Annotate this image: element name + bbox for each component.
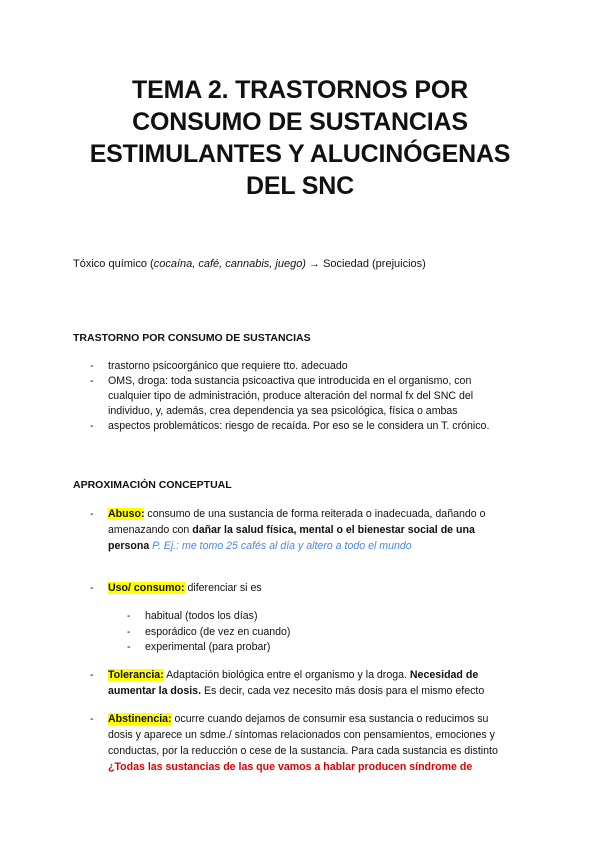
bullet-dash: -: [90, 375, 94, 387]
abuso-example: P. Ej.: me tomo 25 cafés al día y altero a todo el mundo: [149, 540, 412, 552]
list-item-continuation: [90, 404, 489, 419]
section-heading-trastorno: TRASTORNO POR CONSUMO DE SUSTANCIAS: [73, 332, 311, 344]
title-line: CONSUMO DE SUSTANCIAS: [132, 108, 468, 136]
section-heading-aproximacion: APROXIMACIÓN CONCEPTUAL: [73, 479, 232, 491]
abstinencia-label: Abstinencia:: [108, 713, 172, 725]
bullet-dash: -: [90, 669, 94, 681]
intro-paragraph: [73, 257, 426, 272]
intro-suffix: → Sociedad (prejuicios): [305, 258, 426, 270]
abuso-bold: dañar la salud física, mental o el bienestar social de una: [192, 524, 475, 536]
tolerancia-label: Tolerancia:: [108, 669, 164, 681]
bullet-dash: -: [90, 360, 94, 372]
bullet-dash: -: [90, 582, 94, 594]
uso-text: diferenciar si es: [184, 582, 262, 594]
sublist-item: [127, 625, 290, 641]
sublist-item: [127, 609, 290, 625]
tolerancia-text: Es decir, cada vez necesito más dosis para el mismo efecto: [201, 685, 485, 697]
abstinencia-question: ¿Todas las sustancias de las que vamos a hablar producen síndrome de: [108, 761, 473, 773]
tolerancia-text: Adaptación biológica entre el organismo y la droga.: [163, 669, 410, 681]
bullet-dash: -: [127, 610, 131, 622]
abstinencia-text: dosis y aparece un sdme./ síntomas relacionados con pensamientos, emociones y: [108, 729, 495, 741]
abstinencia-item: [90, 711, 498, 775]
list-item: [90, 419, 489, 434]
tolerancia-bold: aumentar la dosis.: [108, 685, 202, 697]
sublist-item-text: experimental (para probar): [145, 641, 271, 653]
list-item-continuation: [90, 389, 489, 404]
title-line: DEL SNC: [246, 172, 354, 200]
abuso-text: consumo de una sustancia de forma reiterada o inadecuada, dañando o: [144, 508, 486, 520]
sublist-item-text: esporádico (de vez en cuando): [145, 625, 291, 638]
list-item-text: cualquier tipo de administración, produce alteración del normal fx del SNC del: [108, 390, 474, 402]
abuso-item: [90, 506, 486, 554]
trastorno-list: [90, 359, 489, 434]
uso-label: Uso/ consumo:: [108, 582, 185, 594]
bullet-dash: -: [90, 420, 94, 432]
abstinencia-text: ocurre cuando dejamos de consumir esa sustancia o reducimos su: [171, 713, 489, 725]
intro-italic: cocaína, café, cannabis, juego): [153, 258, 306, 270]
tolerancia-bold: Necesidad de: [409, 669, 479, 681]
title-line: TEMA 2. TRASTORNOS POR: [132, 76, 468, 104]
uso-item: [90, 580, 262, 596]
abuso-text: amenazando con: [108, 524, 193, 536]
sublist-item-text: habitual (todos los días): [145, 610, 258, 622]
bullet-dash: -: [127, 625, 131, 638]
list-item-text: trastorno psicoorgánico que requiere tto. adecuado: [108, 360, 348, 372]
list-item-text: aspectos problemáticos: riesgo de recaída. Por eso se le considera un T. crónico.: [108, 420, 490, 432]
list-item: [90, 359, 489, 374]
abuso-label: Abuso:: [108, 508, 145, 520]
abuso-bold: persona: [108, 540, 150, 552]
abstinencia-text: conductas, por la reducción o cese de la sustancia. Para cada sustancia es distinto: [108, 745, 498, 757]
tolerancia-item: [90, 667, 484, 699]
list-item-text: OMS, droga: toda sustancia psicoactiva que introducida en el organismo, con: [108, 375, 472, 387]
list-item-text: individuo, y, además, crea dependencia ya sea psicológica, física o ambas: [108, 405, 458, 417]
sublist-item: [127, 640, 290, 656]
bullet-dash: -: [90, 713, 94, 725]
bullet-dash: -: [90, 508, 94, 520]
uso-sublist: [127, 609, 290, 656]
list-item: [90, 374, 489, 389]
title-line: ESTIMULANTES Y ALUCINÓGENAS: [89, 140, 511, 168]
bullet-dash: -: [127, 641, 131, 653]
intro-prefix: Tóxico químico (: [73, 258, 154, 270]
page-title: [40, 74, 560, 202]
